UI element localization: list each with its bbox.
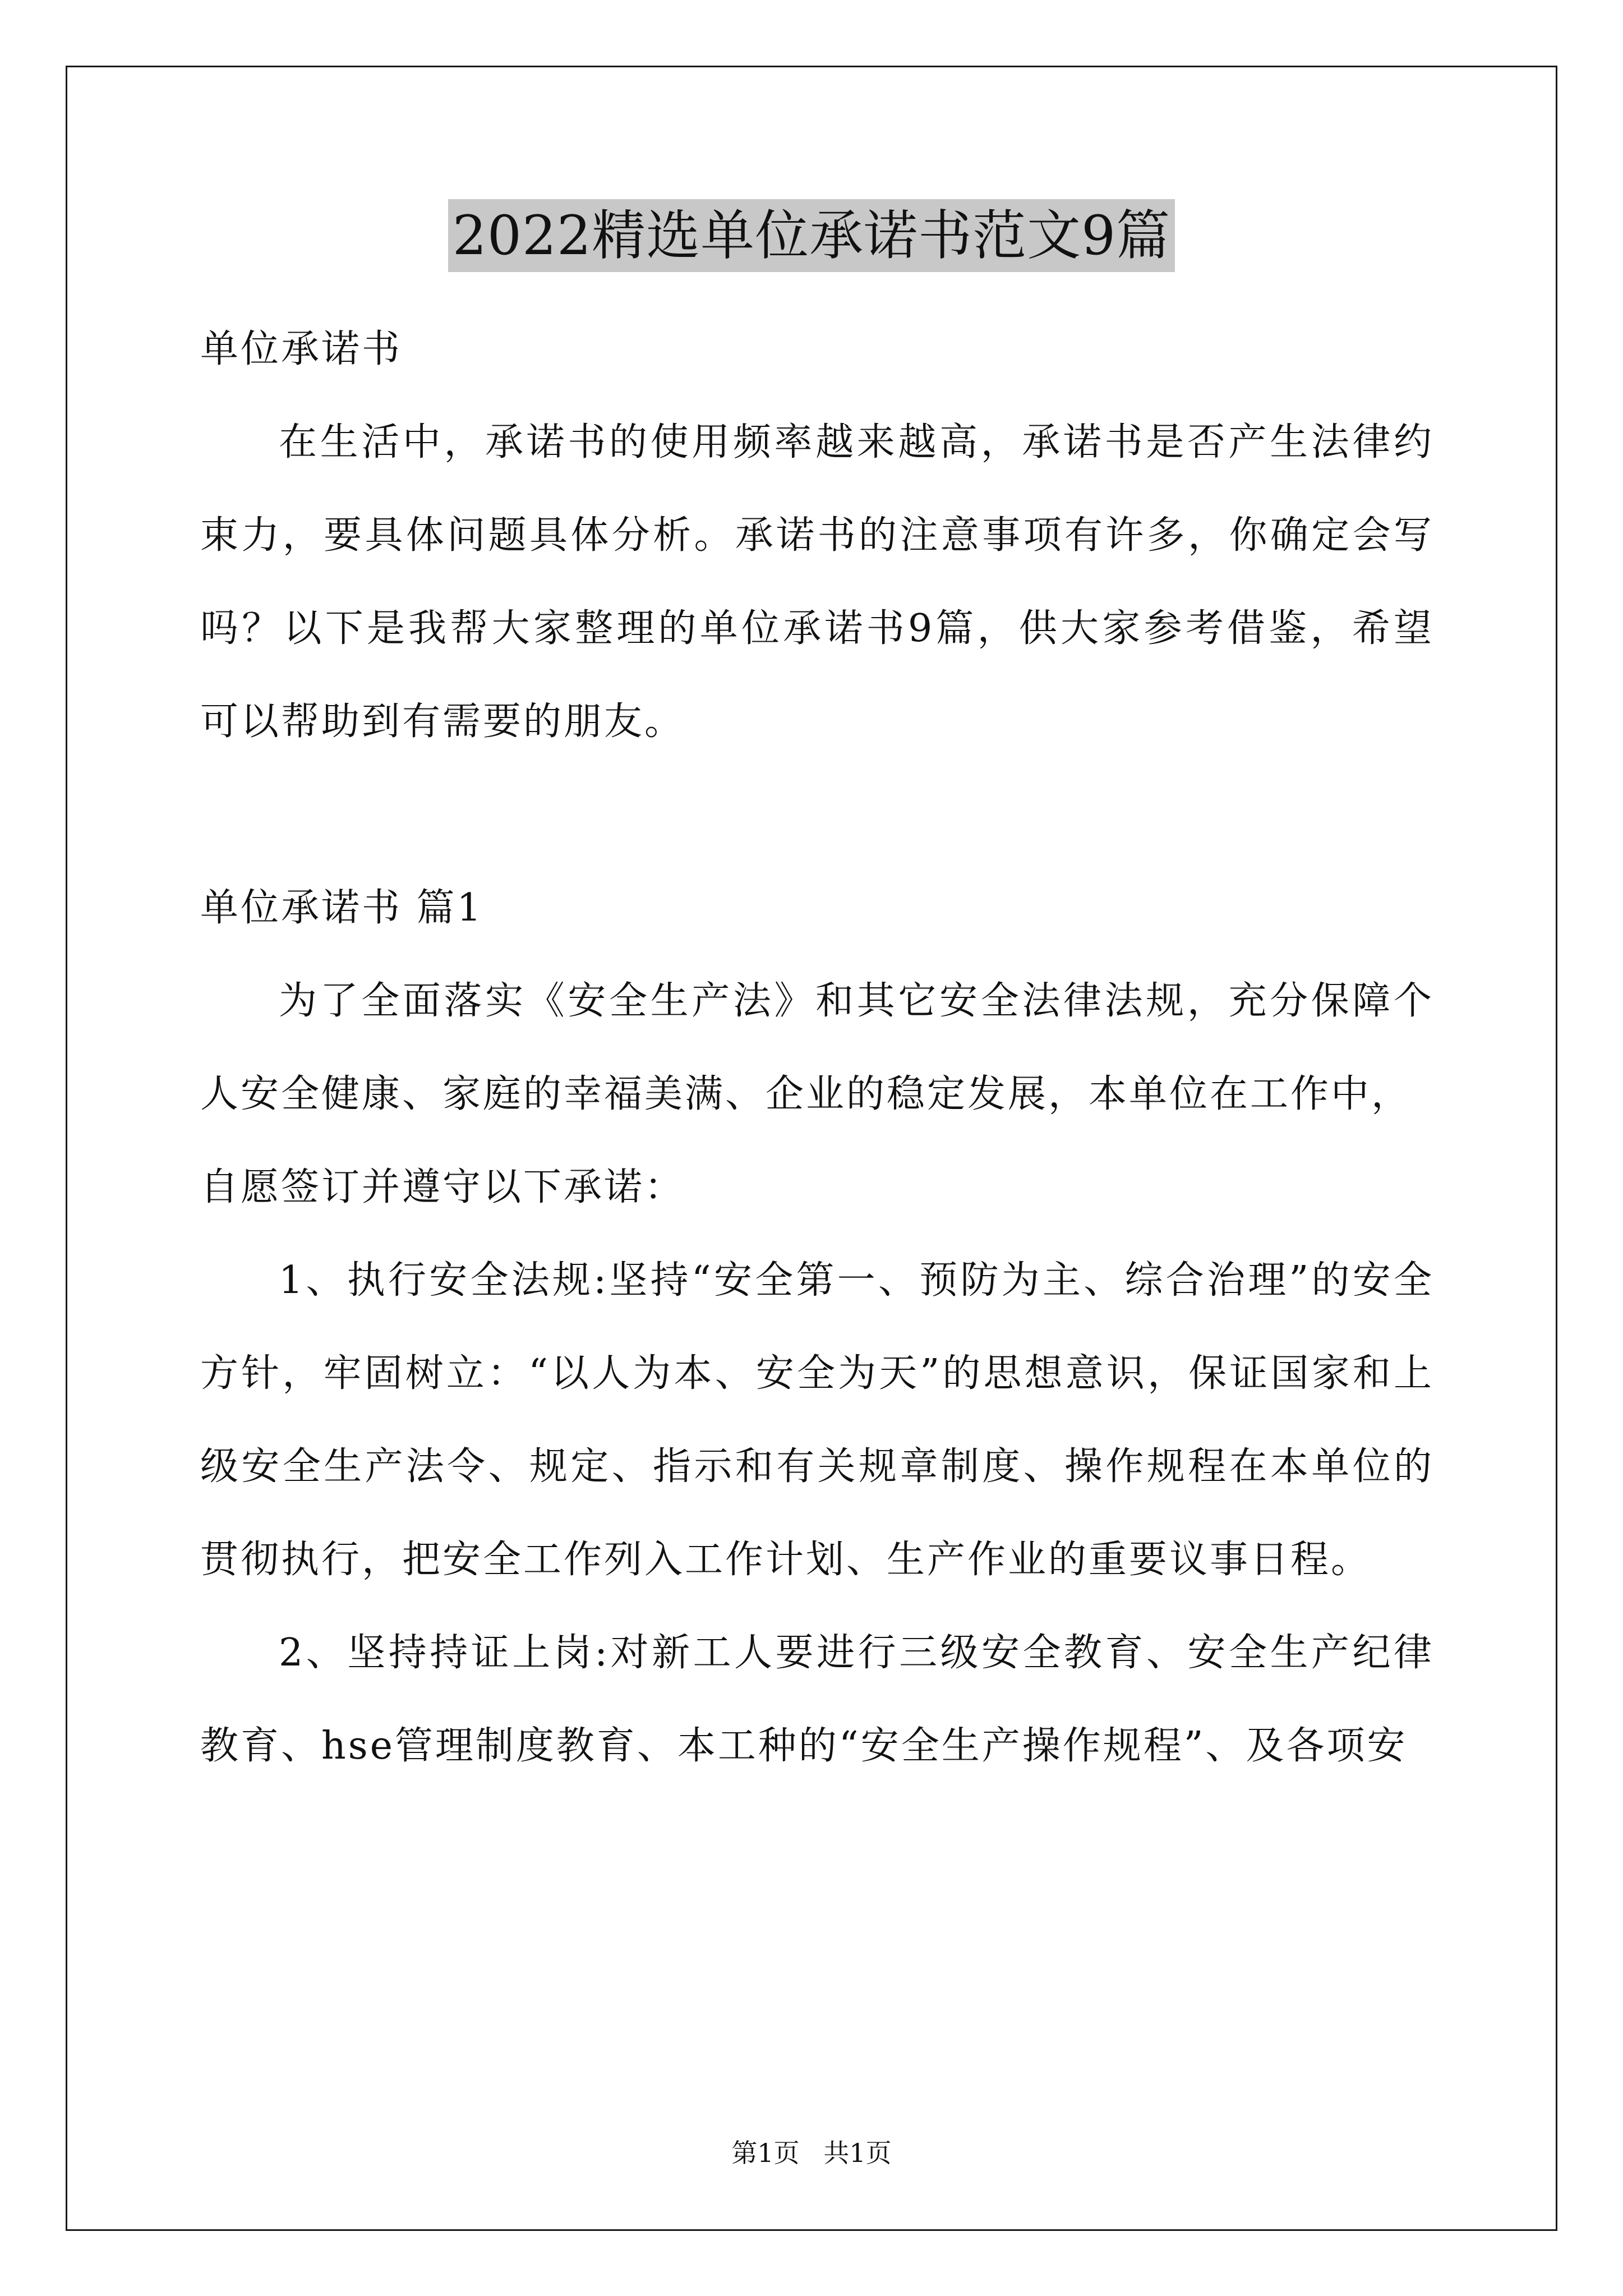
document-title: 2022精选单位承诺书范文9篇 xyxy=(448,199,1175,272)
intro-paragraph: 在生活中，承诺书的使用频率越来越高，承诺书是否产生法律约束力，要具体问题具体分析。承诺书的注意事项有许多，你确定会写吗？以下是我帮大家整理的单位承诺书9篇，供大家参考借鉴，希望可以帮助到有需要的朋友。 xyxy=(200,420,1434,744)
section1-heading: 单位承诺书 篇1 xyxy=(200,886,483,930)
section1-paragraph: 为了全面落实《安全生产法》和其它安全法律法规，充分保障个人安全健康、家庭的幸福美满、企业的稳定发展，本单位在工作中， xyxy=(200,979,1434,1116)
section1-paragraph: 自愿签订并遵守以下承诺： xyxy=(200,1165,685,1209)
intro-heading: 单位承诺书 xyxy=(200,327,403,371)
section1-paragraph: 2、坚持持证上岗:对新工人要进行三级安全教育、安全生产纪律教育、hse管理制度教育、本工种的“安全生产操作规程”、及各项安 xyxy=(200,1631,1434,1768)
document-body xyxy=(200,303,1434,1793)
section1-paragraph: 1、执行安全法规:坚持“安全第一、预防为主、综合治理”的安全方针，牢固树立：“以人为本、安全为天”的思想意识，保证国家和上级安全生产法令、规定、指示和有关规章制度、操作规程在本单位的贯彻执行，把安全工作列入工作计划、生产作业的重要议事日程。 xyxy=(200,1258,1434,1582)
section-spacer xyxy=(200,769,1434,862)
page-footer xyxy=(0,2136,1623,2170)
page-number-current: 第1页 xyxy=(731,2138,800,2168)
page-number-total: 共1页 xyxy=(823,2138,892,2168)
title-container xyxy=(0,199,1623,272)
